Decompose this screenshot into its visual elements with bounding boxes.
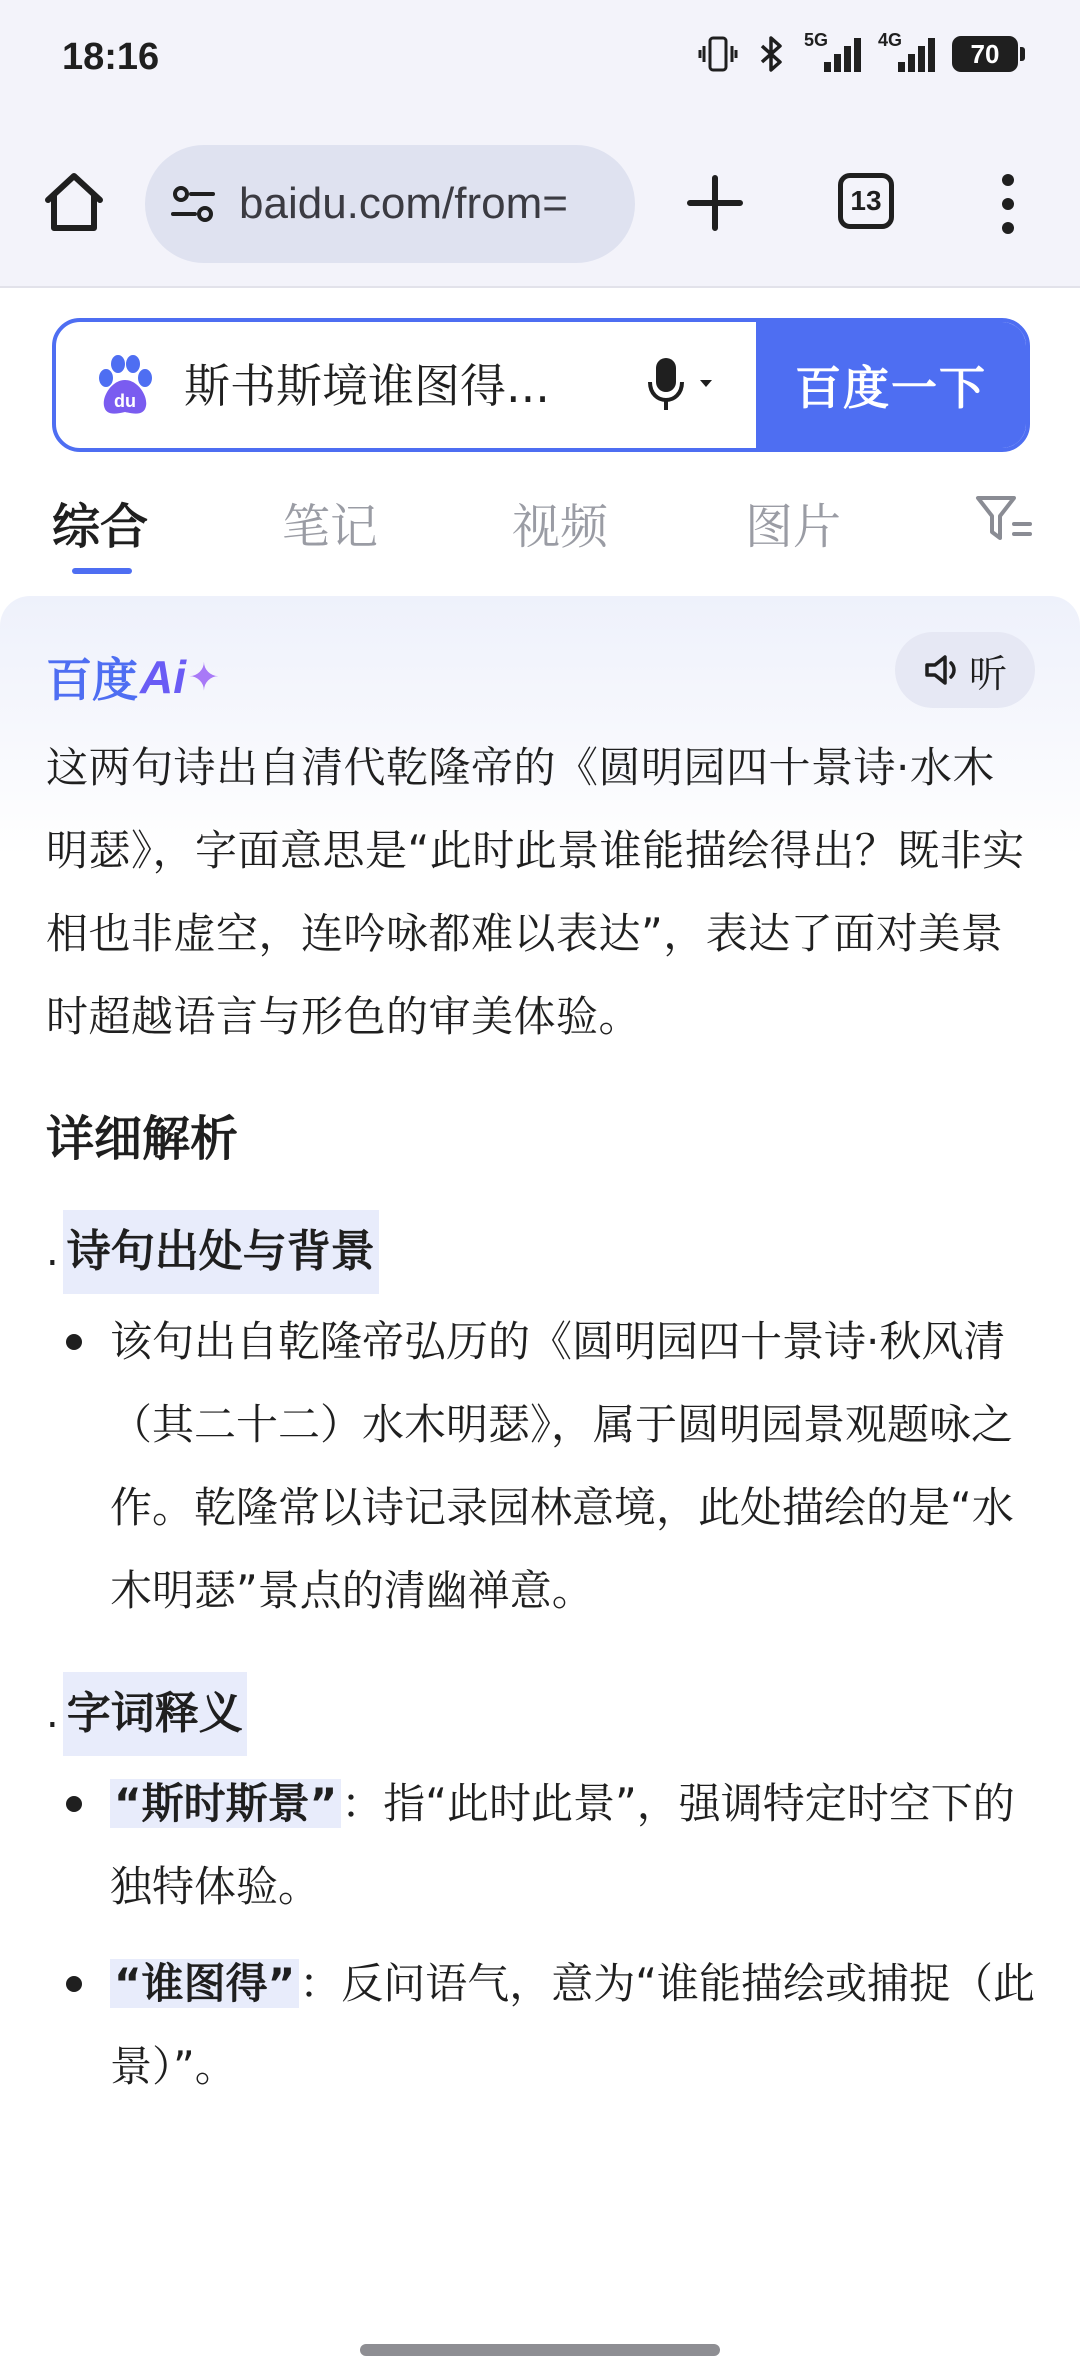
list-item-text: 该句出自乾隆帝弘历的《圆明园四十景诗·秋风清（其二十二）水木明瑟》，属于圆明园景观题咏之作。乾隆常以诗记录园林意境，此处描绘的是“水木明瑟”景点的清幽禅意。 bbox=[110, 1317, 1014, 1615]
intro-paragraph: 这两句诗出自清代乾隆帝的《圆明园四十景诗·水木明瑟》，字面意思是“此时此景谁能描绘得出？既非实相也非虚空，连吟咏都难以表达”，表达了面对美景时超越语言与形色的审美体验。 bbox=[46, 743, 1025, 1041]
heading-marker: . bbox=[46, 1229, 59, 1275]
signal-5g-label: 5G bbox=[804, 30, 829, 50]
list-item bbox=[46, 1762, 1036, 1928]
ai-answer-content bbox=[46, 726, 1036, 2108]
term: “斯时斯景” bbox=[110, 1779, 341, 1828]
search-box[interactable] bbox=[52, 318, 1030, 452]
more-menu-icon[interactable] bbox=[990, 168, 1026, 240]
list-item bbox=[46, 1300, 1036, 1632]
list-item-text: ：反问语气，意为“谁能描绘或捕捉（此景）”。 bbox=[110, 1959, 1035, 2091]
listen-label: 听 bbox=[968, 651, 1007, 696]
filter-icon[interactable] bbox=[974, 494, 1032, 546]
ai-answer-card bbox=[0, 596, 1080, 2376]
home-icon[interactable] bbox=[40, 168, 108, 236]
search-button[interactable]: 百度一下 bbox=[756, 322, 1026, 448]
signal-4g-icon bbox=[878, 30, 936, 74]
svg-text:du: du bbox=[114, 391, 136, 411]
tab-general[interactable]: 综合 bbox=[52, 499, 149, 555]
subsection-heading bbox=[46, 1210, 1036, 1294]
battery-icon bbox=[952, 36, 1018, 72]
vibrate-icon bbox=[698, 34, 738, 74]
section-title: 详细解析 bbox=[46, 1111, 239, 1167]
tab-switcher-button[interactable] bbox=[838, 173, 894, 229]
term: “谁图得” bbox=[110, 1959, 299, 2008]
status-icons bbox=[698, 30, 1018, 74]
status-time: 18:16 bbox=[62, 36, 160, 78]
browser-toolbar bbox=[0, 120, 1080, 288]
url-text[interactable]: baidu.com/from= bbox=[239, 179, 568, 228]
bluetooth-icon bbox=[754, 34, 788, 74]
tab-count: 13 bbox=[850, 185, 882, 216]
subsection-heading-text: 诗句出处与背景 bbox=[63, 1210, 379, 1294]
tab-notes[interactable]: 笔记 bbox=[282, 499, 379, 555]
battery-level: 70 bbox=[970, 38, 1000, 69]
subsection-heading bbox=[46, 1672, 1036, 1756]
address-bar[interactable] bbox=[145, 145, 635, 263]
status-bar bbox=[0, 0, 1080, 120]
tab-video[interactable]: 视频 bbox=[512, 499, 609, 555]
list-item-text: ：指“此时此景”，强调特定时空下的独特体验。 bbox=[110, 1779, 1015, 1911]
baidu-ai-logo bbox=[46, 644, 220, 710]
sparkle-icon: ✦ bbox=[188, 655, 220, 699]
result-tabs bbox=[0, 480, 1080, 576]
subsection-heading-text: 字词释义 bbox=[63, 1672, 247, 1756]
list-item bbox=[46, 1942, 1036, 2108]
signal-5g-icon bbox=[804, 30, 862, 74]
chevron-down-icon[interactable] bbox=[698, 378, 714, 390]
new-tab-icon[interactable] bbox=[680, 168, 750, 238]
microphone-icon[interactable] bbox=[646, 356, 686, 414]
speaker-icon bbox=[923, 651, 961, 689]
active-tab-indicator bbox=[72, 568, 132, 574]
search-input[interactable]: 斯书斯境谁图得... bbox=[184, 359, 550, 413]
site-settings-icon[interactable] bbox=[169, 180, 217, 228]
home-indicator[interactable] bbox=[360, 2344, 720, 2356]
listen-button[interactable] bbox=[895, 632, 1035, 708]
ai-logo-text: 百度 bbox=[46, 653, 138, 707]
heading-marker: . bbox=[46, 1691, 59, 1737]
ai-logo-ai: Ai bbox=[140, 651, 186, 703]
tab-images[interactable]: 图片 bbox=[745, 499, 842, 555]
baidu-paw-logo-icon bbox=[92, 352, 158, 418]
signal-4g-label: 4G bbox=[878, 30, 903, 50]
